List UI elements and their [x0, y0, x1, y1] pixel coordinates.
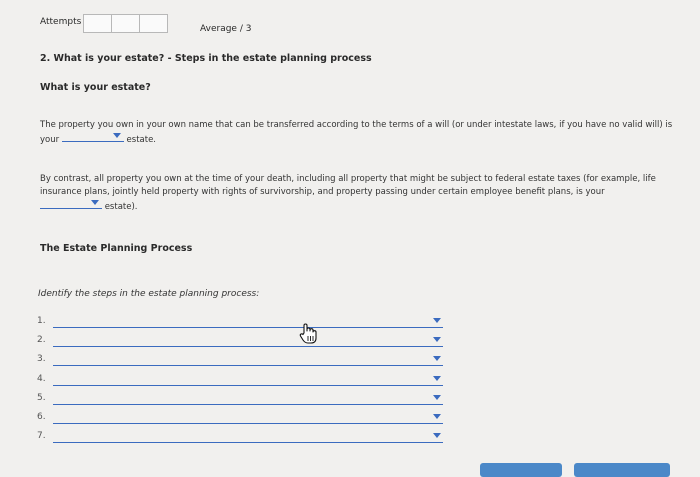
chevron-down-icon	[433, 356, 441, 361]
step-underline	[53, 365, 443, 366]
step-dropdown-7[interactable]	[37, 431, 443, 443]
step-underline	[53, 385, 443, 386]
step-dropdown-1[interactable]	[37, 316, 443, 328]
question-title: 2. What is your estate? - Steps in the estate planning process	[40, 53, 372, 64]
step-underline	[53, 346, 443, 347]
attempt-box-3	[139, 14, 168, 33]
probate-estate-dropdown[interactable]	[62, 132, 124, 142]
paragraph-probate-line2	[40, 132, 680, 147]
step-underline	[53, 442, 443, 443]
step-dropdown-6[interactable]	[37, 412, 443, 424]
step-number: 3.	[37, 354, 46, 364]
step-number: 5.	[37, 393, 46, 403]
step-dropdown-4[interactable]	[37, 374, 443, 386]
paragraph-gross-line2: insurance plans, jointly held property with rights of survivorship, and property passing under certain employee benefit plans, is your	[40, 187, 605, 197]
step-dropdown-5[interactable]	[37, 393, 443, 405]
instruction-text: Identify the steps in the estate planning process:	[38, 289, 260, 299]
average-score: Average / 3	[200, 24, 252, 34]
step-dropdown-2[interactable]	[37, 335, 443, 347]
attempts-boxes	[83, 14, 167, 33]
chevron-down-icon	[433, 376, 441, 381]
step-number: 7.	[37, 431, 46, 441]
step-underline	[53, 423, 443, 424]
gross-estate-dropdown[interactable]	[40, 199, 102, 209]
chevron-down-icon	[91, 200, 99, 205]
step-underline	[53, 327, 443, 328]
chevron-down-icon	[113, 133, 121, 138]
paragraph-probate-your: your	[40, 135, 60, 145]
question-subtitle: What is your estate?	[40, 82, 151, 93]
step-dropdown-3[interactable]	[37, 354, 443, 366]
attempt-box-2	[111, 14, 140, 33]
step-underline	[53, 404, 443, 405]
chevron-down-icon	[433, 433, 441, 438]
section-title: The Estate Planning Process	[40, 243, 193, 254]
action-button-right[interactable]	[574, 463, 670, 477]
paragraph-probate	[40, 119, 680, 147]
paragraph-probate-line1: The property you own in your own name that can be transferred according to the terms of a will (or under intestate laws, if you have no valid will) is	[40, 120, 673, 130]
hand-cursor-icon	[298, 322, 324, 346]
chevron-down-icon	[433, 318, 441, 323]
action-button-left[interactable]	[480, 463, 562, 477]
step-number: 6.	[37, 412, 46, 422]
step-number: 2.	[37, 335, 46, 345]
step-number: 1.	[37, 316, 46, 326]
chevron-down-icon	[433, 337, 441, 342]
paragraph-gross-estate: estate).	[104, 202, 138, 212]
paragraph-gross-line3	[40, 199, 685, 214]
paragraph-gross	[40, 173, 685, 214]
paragraph-gross-line1: By contrast, all property you own at the time of your death, including all property that might be subject to federal estate taxes (for example, life	[40, 174, 656, 184]
chevron-down-icon	[433, 395, 441, 400]
attempts-label: Attempts	[40, 17, 82, 27]
step-number: 4.	[37, 374, 46, 384]
attempt-box-1	[83, 14, 112, 33]
paragraph-probate-estate: estate.	[126, 135, 156, 145]
chevron-down-icon	[433, 414, 441, 419]
